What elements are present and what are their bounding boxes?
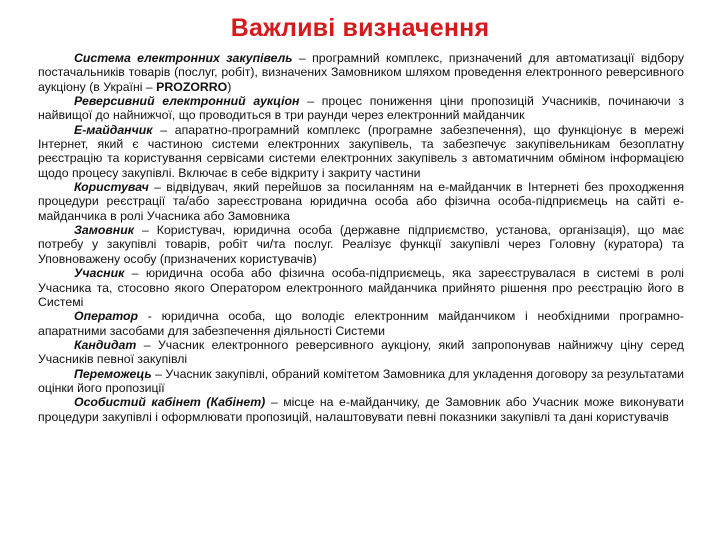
definition-participant	[38, 266, 684, 309]
definition-text: – Користувач, юридична особа (державне підприємство, установа, організація), що має потребу у закупівлі товарів, робіт чи/та послуг. Реалізує функції закупівлі через Головну (куратора) та Уповноважену особу (призначених користувачів)	[38, 223, 684, 266]
definition-text: – відвідувач, який перейшов за посиланням на е-майданчик в Інтернеті без проходження процедури реєстрації та/або зареєстрована юридична особа або фізична особа-підприємець на сайті е-майданчика в ролі Учасника або Замовника	[38, 180, 684, 223]
definition-candidate	[38, 338, 684, 367]
definition-user	[38, 180, 684, 223]
definition-text: – місце на е-майданчику, де Замовник або Учасник може виконувати процедури закупівлі і оформлювати пропозицій, налаштовувати певні показники закупівлі та дані користувачів	[38, 395, 684, 424]
definition-term: Учасник	[74, 266, 125, 281]
definition-term: Особистий кабінет (Кабінет)	[74, 395, 266, 410]
definition-text: – Учасник електронного реверсивного аукціону, який запропонував найнижчу ціну серед Учасників певної закупівлі	[38, 337, 684, 367]
page-title: Важливі визначення	[230, 14, 490, 42]
definition-term: Оператор	[74, 309, 139, 324]
definition-term: Замовник	[74, 223, 134, 238]
definition-term: Переможець	[74, 366, 152, 381]
definitions-list	[38, 51, 684, 424]
definition-text: – апаратно-програмний комплекс (програмне забезпечення), що функціонує в мережі Інтернет, який є частиною системи електронних закупівель, та забезпечує закупівельникам безоплатну реєстрацію та користування сервісами системи електронних закупівель з автоматичним обміном інформацією щодо процесу закупівлі. Включає в себе відкриту і закриту частини	[38, 122, 684, 180]
prozorro-name: PROZORRO	[156, 79, 228, 94]
definition-term: Система електронних закупівель	[74, 51, 293, 65]
definition-term: Кандидат	[74, 337, 137, 352]
definition-term: Користувач	[74, 180, 149, 195]
definition-customer	[38, 223, 684, 266]
definition-term: Е-майданчик	[74, 122, 153, 137]
definition-winner	[38, 367, 684, 396]
definition-e-procurement-system	[38, 51, 684, 94]
definition-text: – програмний комплекс, призначений для автоматизації відбору постачальників товарів (послуг, робіт), визначених Замовником шляхом проведення електронного реверсивного аукціону (в Україні –	[38, 51, 684, 94]
definition-text: – Учасник закупівлі, обраний комітетом Замовника для укладення договору за результатами оцінки його пропозиції	[38, 366, 684, 395]
definition-text: – процес пониження ціни пропозицій Учасників, починаючи з найвищої до найнижчої, що проводиться в три раунди через електронний майданчик	[38, 94, 685, 123]
definition-reverse-auction	[38, 94, 684, 123]
definition-operator	[38, 309, 684, 338]
definition-text-tail: )	[227, 79, 232, 94]
definition-text: - юридична особа, що володіє електронним майданчиком і необхідними програмно-апаратними засобами для забезпечення діяльності Системи	[38, 309, 684, 338]
definition-e-platform	[38, 123, 684, 180]
definition-term: Реверсивний електронний аукціон	[74, 94, 300, 109]
definition-personal-cabinet	[38, 395, 684, 424]
definition-text: – юридична особа або фізична особа-підприємець, яка зареєструвалася в системі в ролі Учасника та, стосовно якого Оператором електронного майданчика прийнято рішення про реєстрацію його в Системі	[38, 266, 684, 309]
